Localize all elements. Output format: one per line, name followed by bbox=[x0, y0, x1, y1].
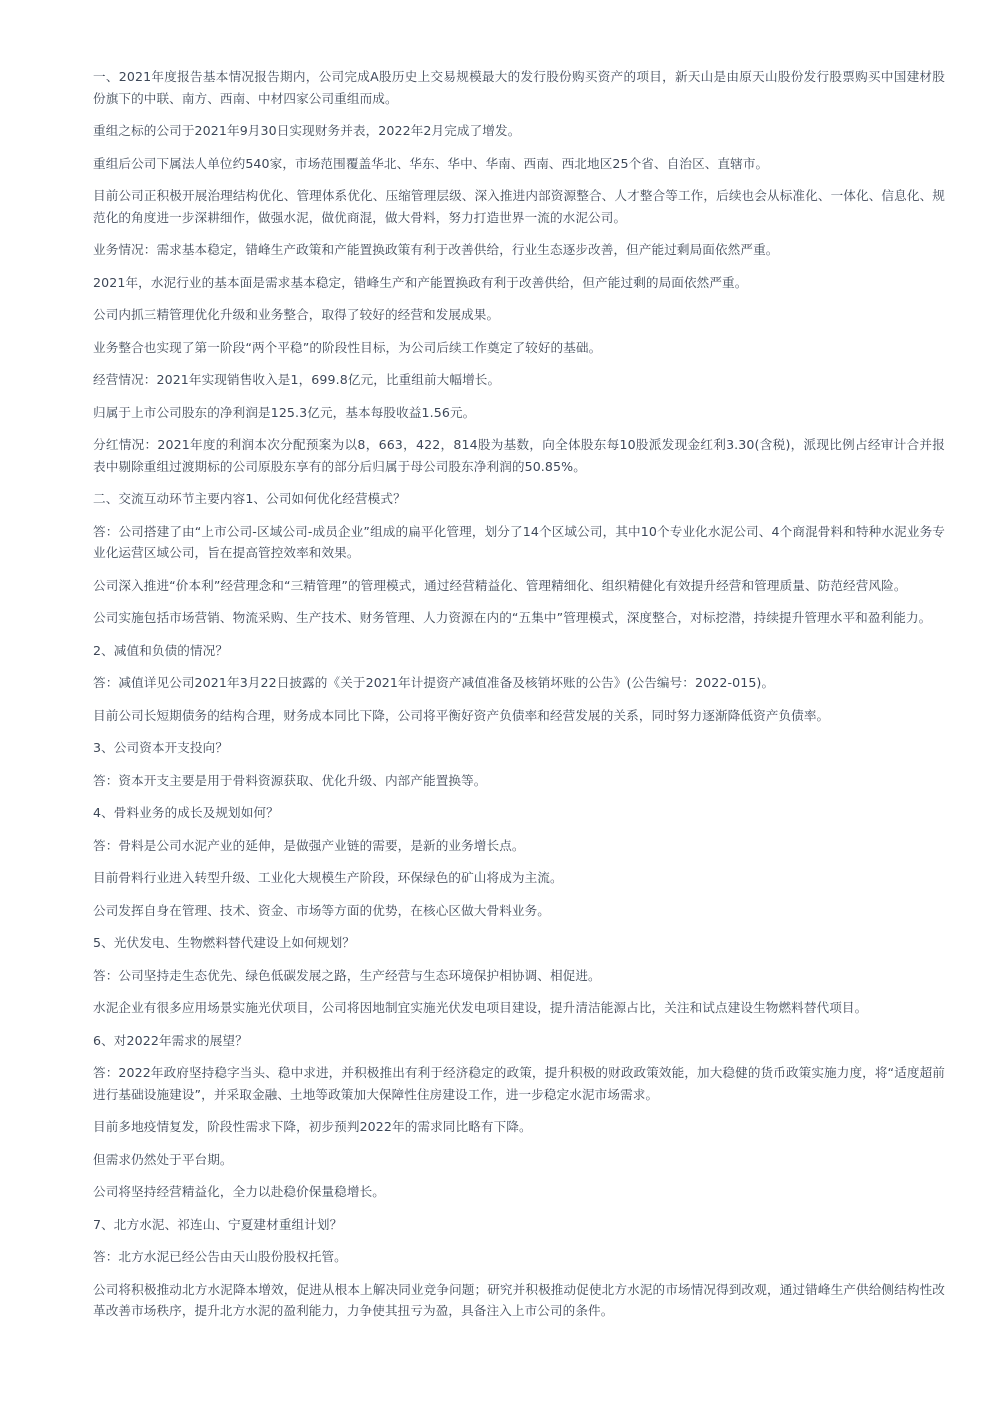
document-body bbox=[93, 66, 945, 1333]
question-heading: 3、公司资本开支投向？ bbox=[93, 740, 229, 755]
answer-paragraph: 答：公司坚持走生态优先、绿色低碳发展之路，生产经营与生态环境保护相协调、相促进。 bbox=[93, 967, 601, 983]
paragraph: 一、2021年度报告基本情况报告期内，公司完成A股历史上交易规模最大的发行股份购买资产的项目，新天山是由原天山股份发行股票购买中国建材股份旗下的中联、南方、西南、中材四家公司重组而成。 bbox=[93, 69, 945, 106]
paragraph: 公司实施包括市场营销、物流采购、生产技术、财务管理、人力资源在内的“五集中”管理模式，深度整合，对标挖潜，持续提升管理水平和盈利能力。 bbox=[93, 610, 932, 625]
section-heading: 二、交流互动环节主要内容1、公司如何优化经营模式？ bbox=[93, 491, 406, 506]
question-heading: 6、对2022年需求的展望？ bbox=[93, 1032, 248, 1048]
paragraph: 公司发挥自身在管理、技术、资金、市场等方面的优势，在核心区做大骨料业务。 bbox=[93, 902, 550, 918]
paragraph: 目前多地疫情复发，阶段性需求下降，初步预判2022年的需求同比略有下降。 bbox=[93, 1119, 532, 1134]
question-heading: 5、光伏发电、生物燃料替代建设上如何规划？ bbox=[93, 935, 355, 950]
paragraph: 但需求仍然处于平台期。 bbox=[93, 1151, 233, 1167]
paragraph: 目前公司长短期债务的结构合理，财务成本同比下降，公司将平衡好资产负债率和经营发展的关系，同时努力逐渐降低资产负债率。 bbox=[93, 707, 830, 723]
paragraph: 分红情况：2021年度的利润本次分配预案为以8，663，422，814股为基数，向全体股东每10股派发现金红利3.30(含税)，派现比例占经审计合并报表中剔除重组过渡期标的公司原股东享有的部分后归属于母公司股东净利润的50.85%。 bbox=[93, 437, 945, 474]
answer-paragraph: 答：骨料是公司水泥产业的延伸，是做强产业链的需要，是新的业务增长点。 bbox=[93, 837, 525, 853]
paragraph: 业务整合也实现了第一阶段“两个平稳”的阶段性目标，为公司后续工作奠定了较好的基础。 bbox=[93, 339, 602, 355]
answer-paragraph: 答：减值详见公司2021年3月22日披露的《关于2021年计提资产减值准备及核销坏账的公告》(公告编号：2022-015)。 bbox=[93, 675, 775, 690]
paragraph: 归属于上市公司股东的净利润是125.3亿元，基本每股收益1.56元。 bbox=[93, 404, 476, 420]
paragraph: 公司将积极推动北方水泥降本增效，促进从根本上解决同业竞争问题；研究并积极推动促使北方水泥的市场情况得到改观，通过错峰生产供给侧结构性改革改善市场秩序，提升北方水泥的盈利能力，力争使其扭亏为盈，具备注入上市公司的条件。 bbox=[93, 1281, 945, 1318]
question-heading: 7、北方水泥、祁连山、宁夏建材重组计划？ bbox=[93, 1216, 343, 1232]
paragraph: 公司深入推进“价本利”经营理念和“三精管理”的管理模式，通过经营精益化、管理精细化、组织精健化有效提升经营和管理质量、防范经营风险。 bbox=[93, 577, 907, 593]
paragraph: 重组后公司下属法人单位约540家，市场范围覆盖华北、华东、华中、华南、西南、西北地区25个省、自治区、直辖市。 bbox=[93, 155, 769, 171]
paragraph: 2021年，水泥行业的基本面是需求基本稳定，错峰生产和产能置换政有利于改善供给，但产能过剩的局面依然严重。 bbox=[93, 274, 748, 290]
question-heading: 2、减值和负债的情况？ bbox=[93, 642, 229, 658]
paragraph: 水泥企业有很多应用场景实施光伏项目，公司将因地制宜实施光伏发电项目建设，提升清洁能源占比，关注和试点建设生物燃料替代项目。 bbox=[93, 1000, 868, 1015]
paragraph: 公司内抓三精管理优化升级和业务整合，取得了较好的经营和发展成果。 bbox=[93, 307, 500, 322]
paragraph: 经营情况：2021年实现销售收入是1，699.8亿元，比重组前大幅增长。 bbox=[93, 372, 501, 387]
paragraph: 目前骨料行业进入转型升级、工业化大规模生产阶段，环保绿色的矿山将成为主流。 bbox=[93, 870, 563, 885]
paragraph: 公司将坚持经营精益化，全力以赴稳价保量稳增长。 bbox=[93, 1184, 385, 1199]
answer-paragraph: 答：资本开支主要是用于骨料资源获取、优化升级、内部产能置换等。 bbox=[93, 772, 487, 788]
question-heading: 4、骨料业务的成长及规划如何？ bbox=[93, 805, 279, 820]
paragraph: 重组之标的公司于2021年9月30日实现财务并表，2022年2月完成了增发。 bbox=[93, 123, 521, 138]
paragraph: 业务情况：需求基本稳定，错峰生产政策和产能置换政策有利于改善供给，行业生态逐步改善，但产能过剩局面依然严重。 bbox=[93, 242, 779, 257]
answer-paragraph: 答：北方水泥已经公告由天山股份股权托管。 bbox=[93, 1249, 347, 1264]
paragraph: 目前公司正积极开展治理结构优化、管理体系优化、压缩管理层级、深入推进内部资源整合、人才整合等工作，后续也会从标准化、一体化、信息化、规范化的角度进一步深耕细作，做强水泥，做优商混，做大骨料，努力打造世界一流的水泥公司。 bbox=[93, 188, 945, 225]
answer-paragraph: 答：公司搭建了由“上市公司-区域公司-成员企业”组成的扁平化管理，划分了14个区域公司，其中10个专业化水泥公司、4个商混骨料和特种水泥业务专业化运营区域公司，旨在提高管控效率和效果。 bbox=[93, 523, 945, 560]
answer-paragraph: 答：2022年政府坚持稳字当头、稳中求进，并积极推出有利于经济稳定的政策，提升积极的财政政策效能，加大稳健的货币政策实施力度，将“适度超前进行基础设施建设”，并采取金融、土地等政策加大保障性住房建设工作，进一步稳定水泥市场需求。 bbox=[93, 1065, 945, 1102]
